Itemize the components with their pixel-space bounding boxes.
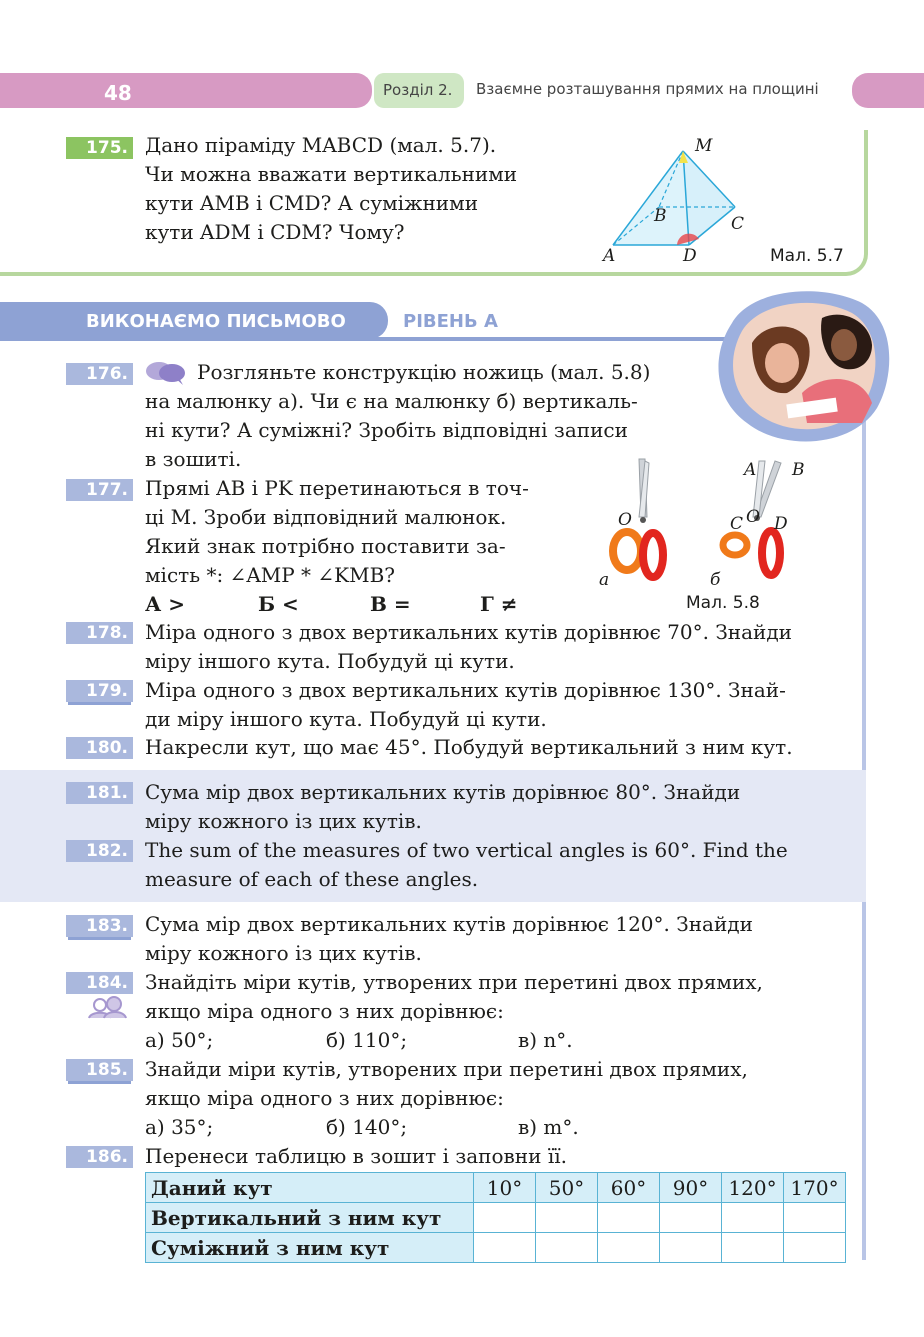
task-175-text: Дано піраміду MABCD (мал. 5.7). Чи можна вважати вертикальними кути AMB і CMD? А суміжними кути ADM і CDM? Чому? (145, 133, 518, 244)
table-cell (784, 1233, 846, 1263)
section-label: Розділ 2. (383, 81, 453, 99)
task-182-text: The sum of the measures of two vertical angles is 60°. Find the measure of each of these angles. (145, 838, 788, 891)
task-177-text: Прямі AB і PK перетинаються в точ- ці M. Зроби відповідний малюнок. Який знак потрібно поставити за- мість *: ∠AMP * ∠KMB? (145, 476, 529, 587)
task-183-text: Сума мір двох вертикальних кутів дорівнює 120°. Знайди міру кожного із цих кутів. (145, 912, 753, 965)
table-header-cell: 10° (474, 1173, 536, 1203)
students-photo (712, 283, 892, 448)
table-cell (784, 1203, 846, 1233)
task-183-number: 183. (66, 915, 133, 937)
task-185-item-b: б) 140°; (326, 1115, 408, 1139)
pyramid-label-B: B (654, 206, 667, 226)
task-176-number: 176. (66, 363, 133, 385)
task-184-item-a: а) 50°; (145, 1028, 214, 1052)
task-180-number: 180. (66, 737, 133, 759)
task-175-number: 175. (66, 137, 133, 159)
table-cell (536, 1233, 598, 1263)
task-185-text: Знайди міри кутів, утворених при перетині двох прямих, якщо міра одного з них дорівнює: (145, 1057, 748, 1110)
figure-5-8-caption: Мал. 5.8 (686, 593, 760, 613)
table-cell (660, 1233, 722, 1263)
table-header-cell: 90° (660, 1173, 722, 1203)
table-cell (536, 1203, 598, 1233)
task-177-option-a: А > (145, 592, 186, 616)
task-181-number: 181. (66, 782, 133, 804)
fig58-label-B: B (792, 460, 805, 480)
chapter-title: Взаємне розташування прямих на площині (476, 80, 819, 98)
header-right-bar (852, 73, 924, 108)
header-left-bar (0, 73, 372, 108)
section-chip (374, 73, 464, 108)
fig58-label-O-a: O (618, 510, 632, 530)
task-186-number: 186. (66, 1146, 133, 1168)
fig58-label-b: б (710, 570, 721, 590)
group-work-icon (86, 996, 130, 1020)
table-cell (474, 1233, 536, 1263)
task-177-option-g: Г ≠ (480, 592, 518, 616)
task-182-number: 182. (66, 840, 133, 862)
table-cell (474, 1203, 536, 1233)
table-row-header: Суміжний з ним кут (146, 1233, 474, 1263)
fig58-label-A: A (744, 460, 757, 480)
task-177-option-v: В = (370, 592, 411, 616)
task-184-item-v: в) n°. (518, 1028, 573, 1052)
table-cell (598, 1233, 660, 1263)
table-header-cell: 50° (536, 1173, 598, 1203)
angles-table (145, 1172, 846, 1263)
task-184-number: 184. (66, 972, 133, 994)
task-177-option-b: Б < (258, 592, 299, 616)
table-cell (722, 1203, 784, 1233)
fig58-label-C: C (730, 514, 744, 534)
fig58-label-a: а (599, 570, 610, 590)
table-row-header: Даний кут (146, 1173, 474, 1203)
task-185-item-v: в) m°. (518, 1115, 579, 1139)
task-176-text: Розгляньте конструкцію ножиць (мал. 5.8) на малюнку а). Чи є на малюнку б) вертикаль- ні кути? А суміжні? Зробіть відповідні записи в зошиті. (145, 360, 651, 471)
figure-5-7-caption: Мал. 5.7 (770, 246, 844, 266)
pyramid-label-M: M (695, 136, 713, 156)
fig58-label-D: D (774, 514, 788, 534)
task-178-text: Міра одного з двох вертикальних кутів дорівнює 70°. Знайди міру іншого кута. Побудуй ці кути. (145, 620, 793, 673)
task-180-text: Накресли кут, що має 45°. Побудуй вертикальний з ним кут. (145, 735, 793, 759)
page-number: 48 (104, 81, 132, 105)
task-186-text: Перенеси таблицю в зошит і заповни її. (145, 1144, 567, 1168)
table-cell (722, 1233, 784, 1263)
pyramid-label-A: A (603, 246, 616, 266)
section-banner (0, 302, 388, 339)
task-184-text: Знайдіть міри кутів, утворених при перетині двох прямих, якщо міра одного з них дорівнює: (145, 970, 763, 1023)
task-179-number: 179. (66, 680, 133, 702)
pyramid-label-D: D (683, 246, 697, 266)
table-header-cell: 60° (598, 1173, 660, 1203)
table-row (146, 1233, 846, 1263)
task-177-number: 177. (66, 479, 133, 501)
fig58-label-O-b: O (746, 507, 760, 527)
table-row (146, 1203, 846, 1233)
table-cell (598, 1203, 660, 1233)
task-184-item-b: б) 110°; (326, 1028, 408, 1052)
banner-title: ВИКОНАЄМО ПИСЬМОВО (86, 311, 346, 332)
task-185-number: 185. (66, 1059, 133, 1081)
level-label: РІВЕНЬ А (403, 311, 498, 332)
task-179-text: Міра одного з двох вертикальних кутів дорівнює 130°. Знай- ди міру іншого кута. Побудуй ці кути. (145, 678, 786, 731)
table-header-cell: 120° (722, 1173, 784, 1203)
pyramid-label-C: C (731, 214, 745, 234)
table-header-cell: 170° (784, 1173, 846, 1203)
table-cell (660, 1203, 722, 1233)
table-row (146, 1173, 846, 1203)
scissors-a-figure (605, 455, 685, 585)
task-178-number: 178. (66, 622, 133, 644)
task-185-item-a: а) 35°; (145, 1115, 214, 1139)
pyramid-figure (595, 135, 755, 265)
table-row-header: Вертикальний з ним кут (146, 1203, 474, 1233)
task-181-text: Сума мір двох вертикальних кутів дорівнює 80°. Знайди міру кожного із цих кутів. (145, 780, 741, 833)
